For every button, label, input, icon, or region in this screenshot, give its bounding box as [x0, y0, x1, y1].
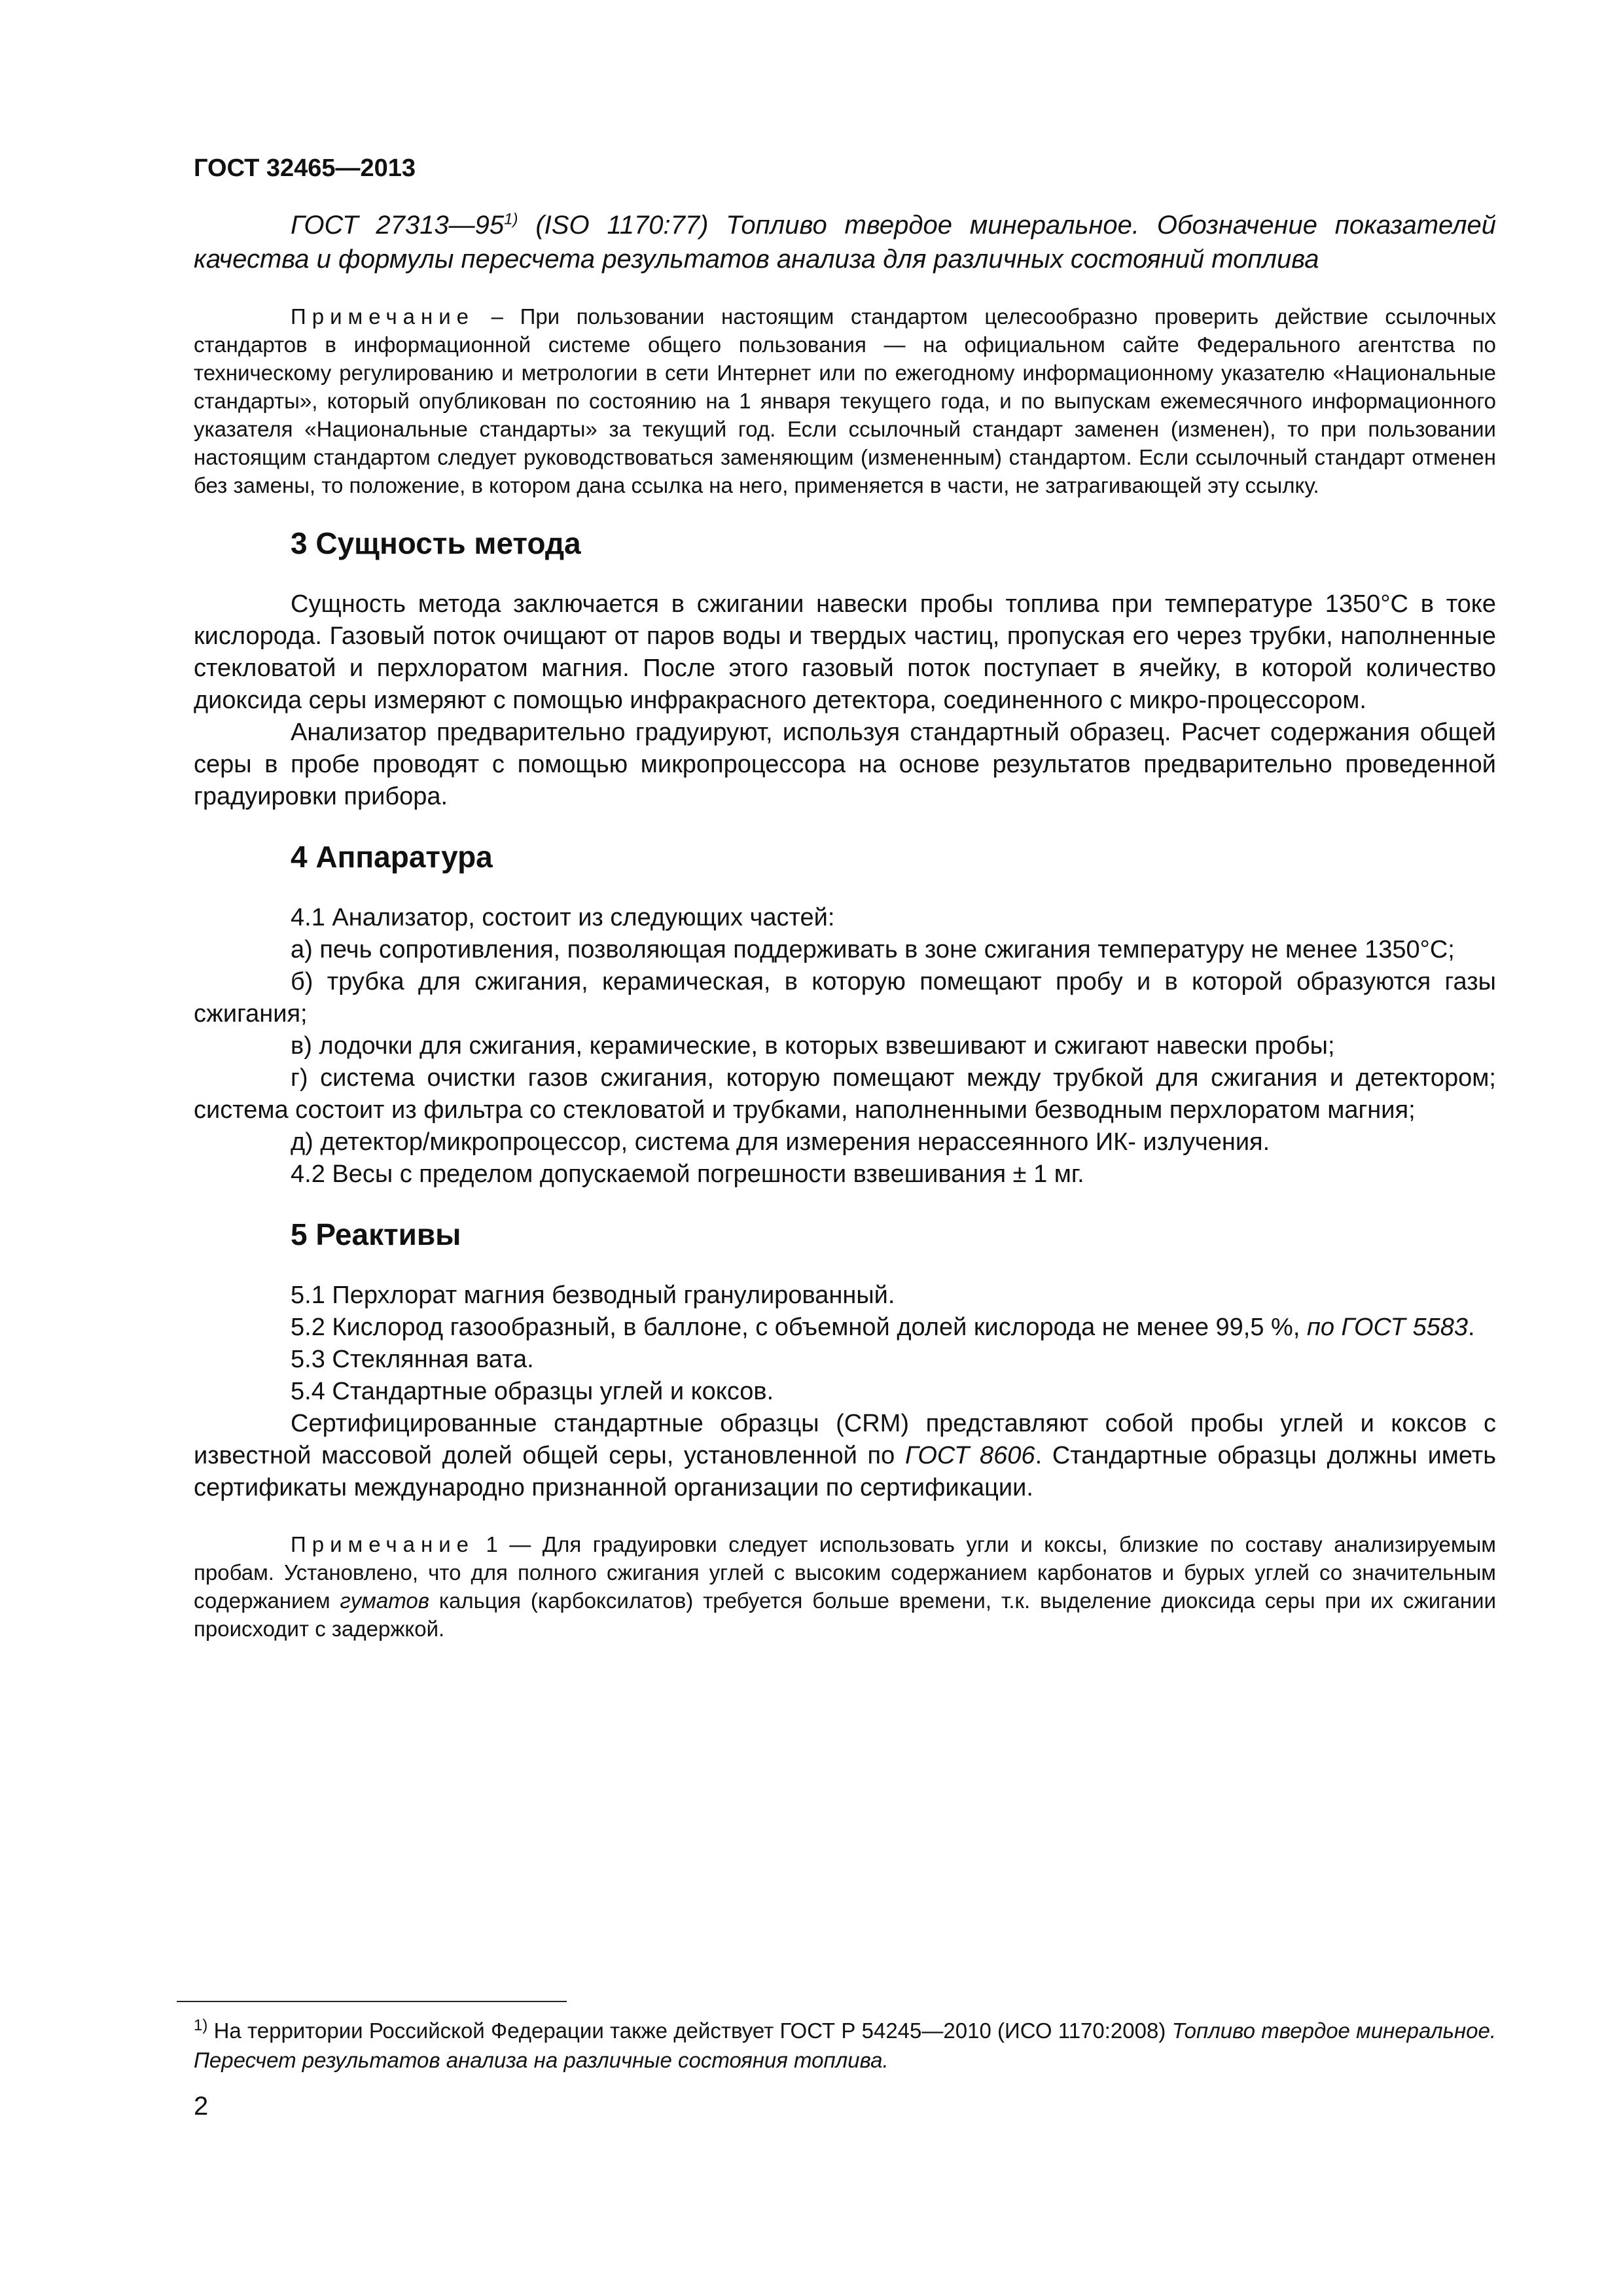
- section-5-item-1: 5.1 Перхлорат магния безводный гранулированный.: [291, 1282, 895, 1309]
- section-3-paragraph-2: Анализатор предварительно градуируют, используя стандартный образец. Расчет содержания общей серы в пробе проводят с помощью микропроцессора на основе результатов предварительно проведенной градуировки прибора.: [194, 719, 1496, 810]
- note-number: 1: [474, 1532, 498, 1556]
- item-end: . Стандартные образцы должны иметь сертификаты международно признанной организации по сертификации.: [194, 1442, 1496, 1501]
- footnote: [194, 2016, 1496, 2075]
- section-4-item: в) лодочки для сжигания, керамические, в которых взвешивают и сжигают навески пробы;: [291, 1032, 1335, 1060]
- reference-title: (ISO 1170:77) Топливо твердое минеральное. Обозначение показателей качества и формулы пересчета результатов анализа для различных состояний топлива: [194, 211, 1497, 274]
- footnote-mark: 1): [194, 2017, 208, 2034]
- item-text: Сертифицированные стандартные образцы (CRM) представляют собой пробы углей и коксов с известной массовой долей общей серы, установленной по: [194, 1410, 1496, 1469]
- standard-reference: по ГОСТ 5583: [1306, 1314, 1468, 1341]
- section-5-item-4: 5.4 Стандартные образцы углей и коксов.: [291, 1378, 774, 1405]
- page-number: 2: [194, 2092, 209, 2121]
- page-content: [194, 208, 1496, 1643]
- spacer: [194, 1504, 1496, 1530]
- footnote-marker: 1): [504, 210, 518, 228]
- section-4-item: 4.1 Анализатор, состоит из следующих частей:: [291, 904, 835, 931]
- section-4-item: а) печь сопротивления, позволяющая поддерживать в зоне сжигания температуру не менее 1350°С;: [291, 936, 1455, 963]
- section-4-item: б) трубка для сжигания, керамическая, в которую помещают пробу и в которой образуются газы сжигания;: [194, 968, 1496, 1028]
- note-italic-term: гуматов: [340, 1588, 429, 1613]
- document-header-code: ГОСТ 32465—2013: [194, 154, 416, 182]
- section-3-paragraph-1: Сущность метода заключается в сжигании навески пробы топлива при температуре 1350°С в токе кислорода. Газовый поток очищают от паров воды и твердых частиц, пропуская его через трубки, наполненные стекловатой и перхлоратом магния. После этого газовый поток поступает в ячейку, в которой количество диоксида серы измеряют с помощью инфракрасного детектора, соединенного с микро-процессором.: [194, 590, 1496, 714]
- item-end: .: [1468, 1314, 1475, 1341]
- note-1: [194, 1530, 1496, 1643]
- note-text-a: — Для градуировки следует использовать угли и коксы, близкие по составу анализируемым пробам. Установлено, что для полного сжигания углей с высоким содержанием карбонатов и бурых углей со значительным содержанием: [194, 1532, 1496, 1613]
- section-4-item: г) система очистки газов сжигания, которую помещают между трубкой для сжигания и детектором; система состоит из фильтра со стекловатой и трубками, наполненными безводным перхлоратом магния;: [194, 1064, 1496, 1124]
- reference-code: ГОСТ 27313—95: [291, 211, 505, 240]
- section-5-item-5: [194, 1408, 1496, 1504]
- item-text: 5.2 Кислород газообразный, в баллоне, с объемной долей кислорода не менее 99,5 %,: [291, 1314, 1307, 1341]
- note-main: [194, 302, 1496, 499]
- footnote-text: На территории Российской Федерации также действует ГОСТ Р 54245—2010 (ИСО 1170:2008): [207, 2018, 1172, 2043]
- footnote-divider: [177, 2001, 567, 2002]
- section-4-item: д) детектор/микропроцессор, система для измерения нерассеянного ИК- излучения.: [291, 1128, 1270, 1156]
- normative-reference: [194, 208, 1496, 276]
- note-text: – При пользовании настоящим стандартом целесообразно проверить действие ссылочных стандартов в информационной системе общего пользования — на официальном сайте Федерального агентства по техническому регулированию и метрологии в сети Интернет или по ежегодному информационному указателю «Национальные стандарты», который опубликован по состоянию на 1 января текущего года, и по выпускам ежемесячного информационного указателя «Национальные стандарты» за текущий год. Если ссылочный стандарт заменен (изменен), то при пользовании настоящим стандартом следует руководствоваться заменяющим (измененным) стандартом. Если ссылочный стандарт отменен без замены, то положение, в котором дана ссылка на него, применяется в части, не затрагивающей эту ссылку.: [194, 304, 1496, 497]
- note-text-b: кальция (карбоксилатов) требуется больше времени, т.к. выделение диоксида серы при их сжигании происходит с задержкой.: [194, 1588, 1496, 1641]
- section-5-title: 5 Реактивы: [291, 1217, 461, 1251]
- section-4-title: 4 Аппаратура: [291, 840, 493, 874]
- footnote-italic-title: Топливо твердое минеральное. Пересчет результатов анализа на различные состояния топлива.: [194, 2018, 1496, 2072]
- standard-reference: ГОСТ 8606: [904, 1442, 1035, 1469]
- section-5-item-2: [194, 1312, 1496, 1344]
- section-3-title: 3 Сущность метода: [291, 526, 581, 560]
- note-label: Примечание: [291, 1532, 475, 1556]
- section-5-item-3: 5.3 Стеклянная вата.: [291, 1346, 534, 1373]
- section-4-item: 4.2 Весы с пределом допускаемой погрешности взвешивания ± 1 мг.: [291, 1160, 1084, 1188]
- note-label: Примечание: [291, 304, 475, 329]
